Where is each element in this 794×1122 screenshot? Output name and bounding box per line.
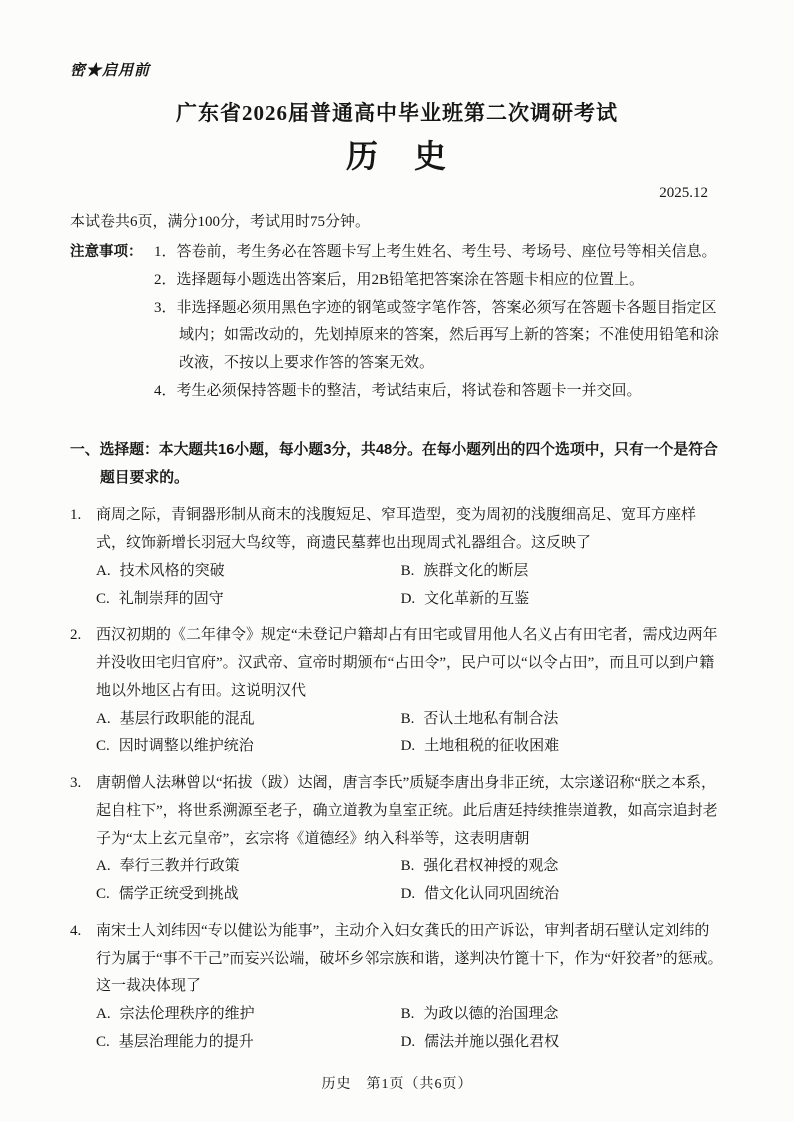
exam-date: 2025.12 [659, 184, 708, 201]
notice-items [154, 239, 724, 406]
option-text: 强化君权神授的观念 [423, 858, 559, 875]
option-label: B. [400, 710, 415, 727]
option-c [96, 733, 401, 761]
option-text: 基层治理能力的提升 [118, 1033, 254, 1050]
exam-title: 广东省2026届普通高中毕业班第二次调研考试 [176, 100, 618, 125]
option-text: 宗法伦理秩序的维护 [119, 1006, 255, 1023]
option-label: A. [96, 710, 111, 727]
question-options [96, 558, 724, 614]
question-4 [70, 918, 724, 1057]
security-note: 密★启用前 [70, 63, 151, 79]
option-text: 族群文化的断层 [423, 562, 529, 579]
option-label: D. [400, 738, 416, 755]
question-number: 2. [70, 627, 82, 644]
question-options [96, 1001, 724, 1057]
question-text: 西汉初期的《二年律令》规定“未登记户籍却占有田宅或冒用他人名义占有田宅者，需戍边两年并没收田宅归官府”。汉武帝、宣帝时期颁布“占田令”，民户可以“以令占田”，而且可以到户籍地以外地区占有田。这说明汉代 [96, 627, 718, 699]
notice-section [70, 239, 724, 406]
option-label: A. [96, 1006, 111, 1023]
option-label: B. [400, 562, 415, 579]
option-label: D. [400, 1033, 416, 1050]
question-stem [70, 622, 724, 705]
section-title: 一、选择题：本大题共16小题，每小题3分，共48分。在每小题列出的四个选项中，只有一个是符合题目要求的。 [70, 441, 718, 487]
option-text: 基层行政职能的混乱 [119, 710, 255, 727]
question-text: 唐朝僧人法琳曾以“拓拔（跋）达阇，唐言李氏”质疑李唐出身非正统，太宗遂诏称“朕之本系，起自柱下”，将世系溯源至老子，确立道教为皇室正统。此后唐廷持续推崇道教，如高宗追封老子为“太上玄元皇帝”，玄宗将《道德经》纳入科举等，这表明唐朝 [96, 775, 718, 847]
page-footer: 历史 第1页（共6页） [321, 1077, 473, 1093]
option-label: C. [96, 886, 110, 903]
option-a [96, 706, 401, 734]
subject-title: 历 史 [345, 138, 448, 175]
option-text: 儒学正统受到挑战 [118, 886, 239, 903]
question-stem [70, 770, 724, 853]
question-number: 1. [70, 507, 82, 524]
notice-item-3: 3．非选择题必须用黑色字迹的钢笔或签字笔作答，答案必须写在答题卡各题目指定区域内；如需改动的，先划掉原来的答案，然后再写上新的答案；不准使用铅笔和涂改液，不按以上要求作答的答案无效。 [154, 299, 720, 372]
option-text: 否认土地私有制合法 [423, 710, 559, 727]
question-text: 南宋士人刘纬因“专以健讼为能事”，主动介入妇女龚氏的田产诉讼，审判者胡石壁认定刘纬的行为属于“事不干己”而妄兴讼端，破坏乡邻宗族和谐，遂判决竹篦十下，作为“奸狡者”的惩戒。这一裁决体现了 [96, 922, 723, 995]
option-d [401, 881, 724, 909]
option-text: 因时调整以维护统治 [118, 738, 254, 755]
option-label: A. [96, 562, 111, 579]
option-label: C. [96, 590, 110, 607]
option-text: 奉行三教并行政策 [119, 858, 240, 875]
option-text: 借文化认同巩固统治 [424, 886, 560, 903]
option-label: C. [96, 1033, 110, 1050]
option-text: 儒法并施以强化君权 [424, 1033, 560, 1050]
question-options [96, 706, 724, 762]
option-d [401, 733, 724, 761]
option-c [96, 1029, 401, 1057]
option-d [401, 1029, 724, 1057]
option-text: 文化革新的互鉴 [424, 590, 530, 607]
option-label: D. [400, 886, 416, 903]
question-number: 4. [70, 922, 82, 939]
option-label: A. [96, 858, 111, 875]
option-b [401, 558, 724, 586]
option-c [96, 881, 401, 909]
option-a [96, 853, 401, 881]
option-d [401, 586, 724, 614]
option-label: C. [96, 738, 110, 755]
question-2 [70, 622, 724, 761]
notice-item-2: 2．选择题每小题选出答案后，用2B铅笔把答案涂在答题卡相应的位置上。 [154, 271, 645, 288]
option-b [401, 1001, 724, 1029]
question-stem [70, 918, 724, 1001]
notice-item-1: 1．答卷前，考生务必在答题卡写上考生姓名、考生号、考场号、座位号等相关信息。 [154, 244, 717, 261]
question-3 [70, 770, 724, 909]
option-c [96, 586, 401, 614]
question-stem [70, 502, 724, 558]
question-options [96, 853, 724, 909]
option-b [401, 706, 724, 734]
option-text: 为政以德的治国理念 [423, 1006, 559, 1023]
exam-info: 本试卷共6页，满分100分，考试用时75分钟。 [70, 214, 371, 231]
option-text: 技术风格的突破 [119, 562, 225, 579]
notice-item-4: 4．考生必须保持答题卡的整洁，考试结束后，将试卷和答题卡一并交回。 [154, 382, 642, 399]
option-text: 礼制崇拜的固守 [118, 590, 224, 607]
option-a [96, 558, 401, 586]
option-a [96, 1001, 401, 1029]
question-number: 3. [70, 775, 82, 792]
option-b [401, 853, 724, 881]
notice-label: 注意事项： [70, 244, 143, 261]
option-label: B. [400, 858, 415, 875]
option-text: 土地租税的征收困难 [424, 738, 560, 755]
question-text: 商周之际，青铜器形制从商末的浅腹短足、窄耳造型，变为周初的浅腹细高足、宽耳方座样式，纹饰新增长羽冠大鸟纹等，商遗民墓葬也出现周式礼器组合。这反映了 [96, 507, 697, 552]
option-label: D. [400, 590, 416, 607]
question-1 [70, 502, 724, 613]
option-label: B. [400, 1006, 415, 1023]
